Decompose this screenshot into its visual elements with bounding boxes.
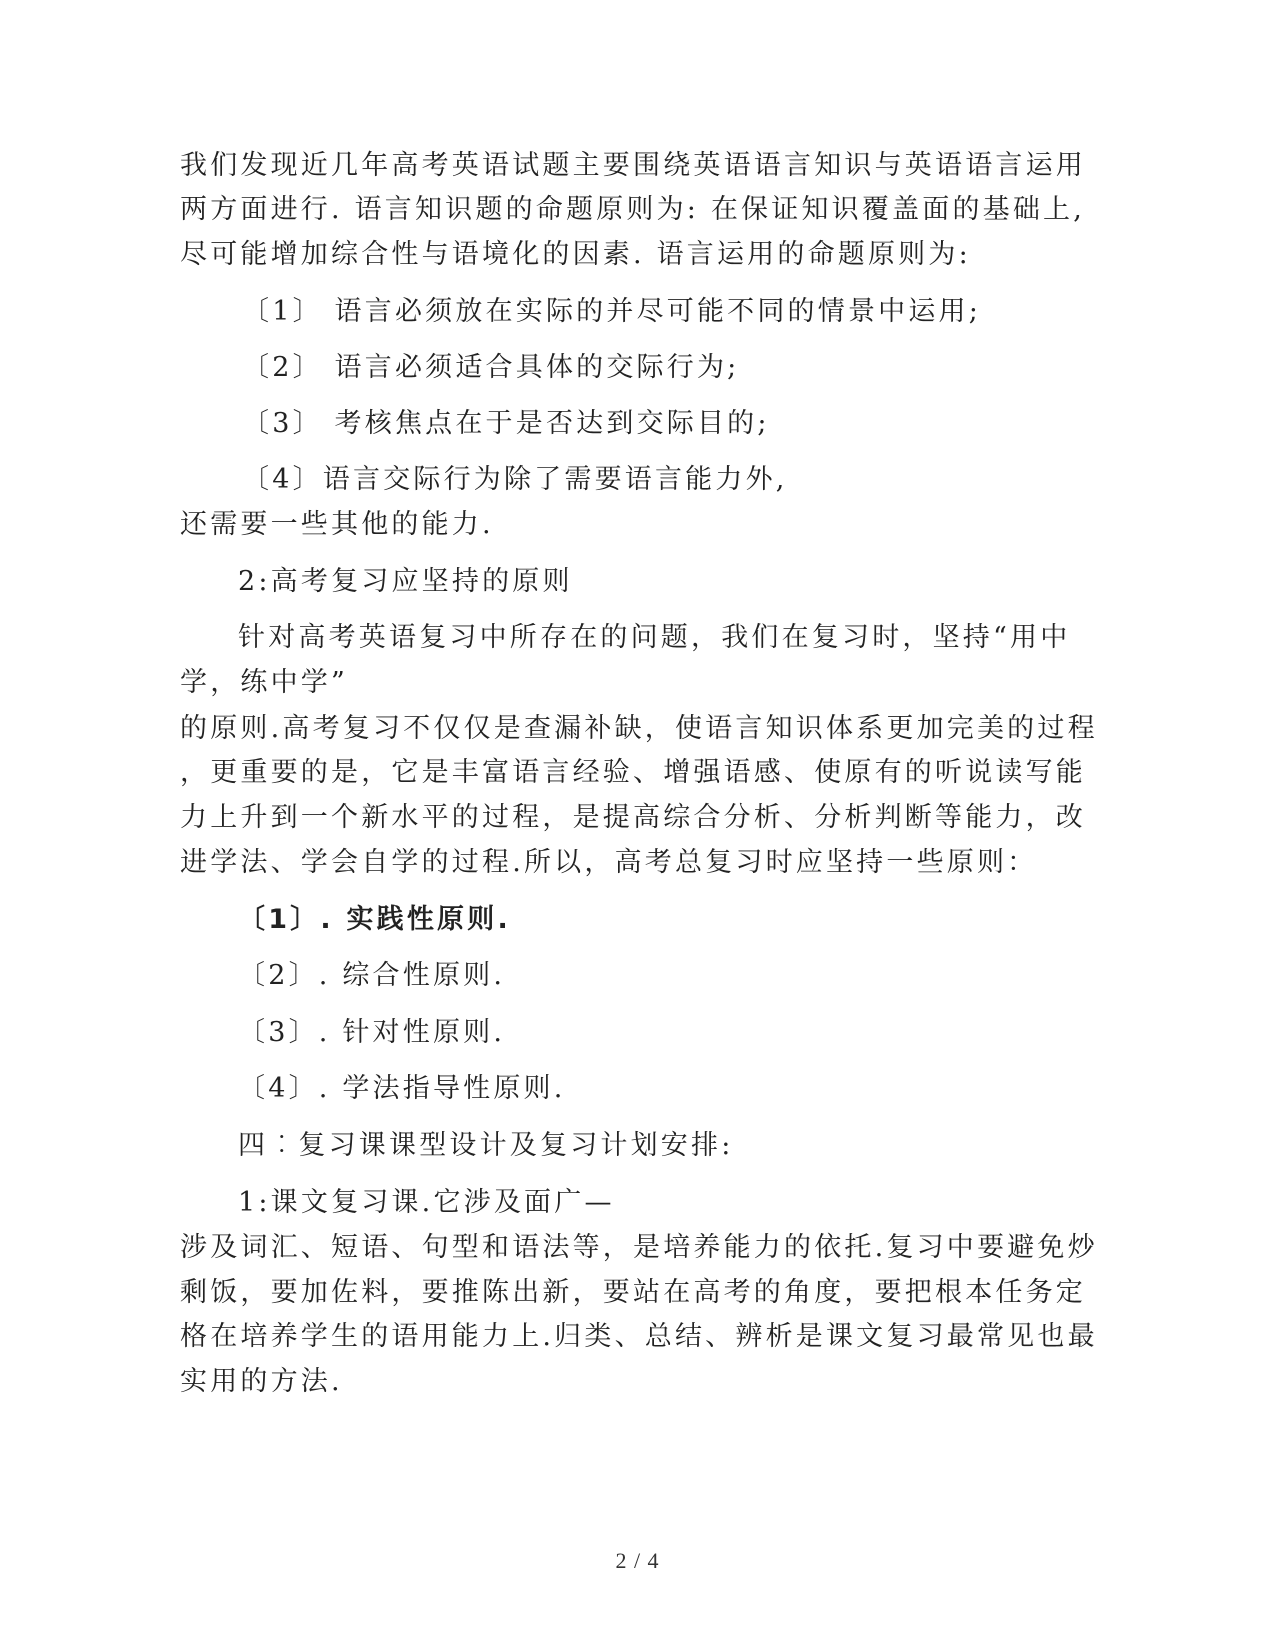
paragraph-line: 尽可能增加综合性与语境化的因素. 语言运用的命题原则为: xyxy=(180,239,971,270)
paragraph-line: ，更重要的是，它是丰富语言经验、增强语感、使原有的听说读写能 xyxy=(180,757,1086,788)
paragraph-line: 还需要一些其他的能力. xyxy=(180,509,494,540)
paragraph-line: 的原则.高考复习不仅仅是查漏补缺，使语言知识体系更加完美的过程 xyxy=(180,713,1098,744)
paragraph-line: 剩饭，要加佐料，要推陈出新，要站在高考的角度，要把根本任务定 xyxy=(180,1277,1086,1308)
paragraph-line: 学，练中学” xyxy=(180,667,349,698)
list-item: 〔2〕 语言必须适合具体的交际行为; xyxy=(242,352,740,383)
paragraph-line: 实用的方法. xyxy=(180,1366,343,1397)
list-item: 〔3〕 考核焦点在于是否达到交际目的; xyxy=(242,408,770,439)
section-heading: 四︰复习课课型设计及复习计划安排: xyxy=(238,1130,734,1161)
paragraph-line: 针对高考英语复习中所存在的问题，我们在复习时，坚持“用中 xyxy=(238,622,1071,653)
paragraph-line: 1:课文复习课.它涉及面广— xyxy=(238,1187,615,1218)
principle-item: 〔4〕. 学法指导性原则. xyxy=(238,1073,566,1104)
section-heading: 2:高考复习应坚持的原则 xyxy=(238,566,573,597)
paragraph-line: 涉及词汇、短语、句型和语法等，是培养能力的依托.复习中要避免炒 xyxy=(180,1232,1098,1263)
list-item: 〔4〕语言交际行为除了需要语言能力外, xyxy=(242,464,788,495)
principle-item: 〔3〕. 针对性原则. xyxy=(238,1017,506,1048)
principle-item-bold: 〔1〕. 实践性原则. xyxy=(238,904,511,935)
paragraph-line: 格在培养学生的语用能力上.归类、总结、辨析是课文复习最常见也最 xyxy=(180,1321,1098,1352)
paragraph-line: 我们发现近几年高考英语试题主要围绕英语语言知识与英语语言运用 xyxy=(180,150,1086,181)
paragraph-line: 力上升到一个新水平的过程，是提高综合分析、分析判断等能力，改 xyxy=(180,802,1086,833)
list-item: 〔1〕 语言必须放在实际的并尽可能不同的情景中运用; xyxy=(242,296,982,327)
principle-item: 〔2〕. 综合性原则. xyxy=(238,960,506,991)
paragraph-line: 进学法、学会自学的过程.所以，高考总复习时应坚持一些原则： xyxy=(180,847,1038,878)
page-number: 2 / 4 xyxy=(615,1548,660,1573)
paragraph-line: 两方面进行. 语言知识题的命题原则为: 在保证知识覆盖面的基础上, xyxy=(180,194,1086,225)
